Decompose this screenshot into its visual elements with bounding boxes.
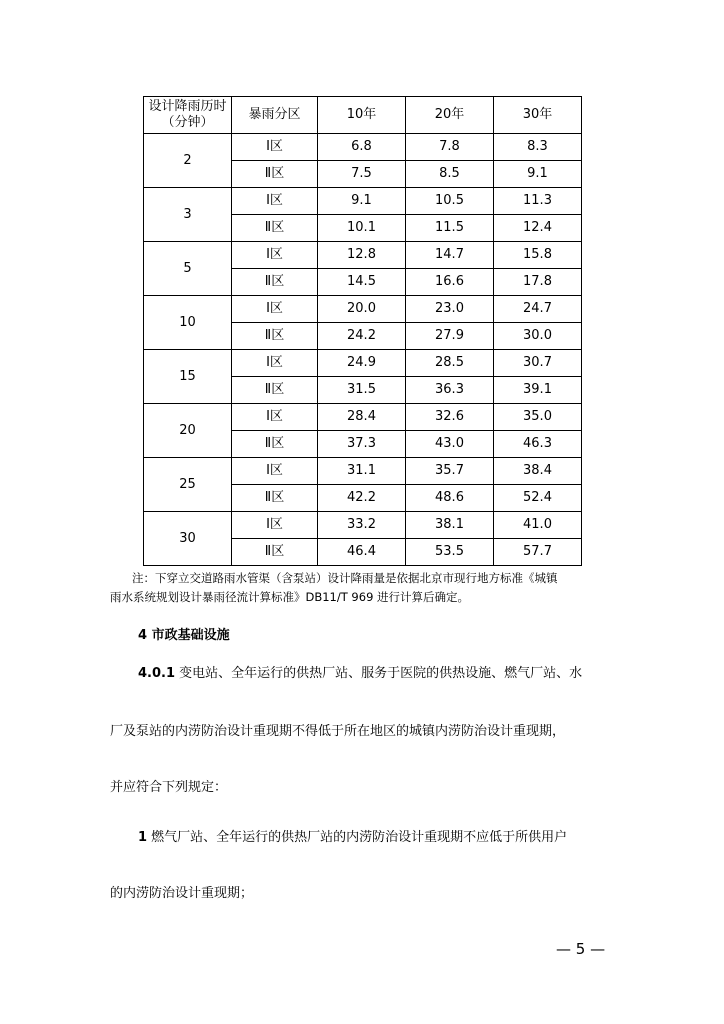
value-cell: 57.7 xyxy=(494,539,582,566)
table-row xyxy=(144,458,582,485)
value-cell: 7.8 xyxy=(406,134,494,161)
value-cell: 24.9 xyxy=(318,350,406,377)
note-line-1: 注：下穿立交道路雨水管渠（含泵站）设计降雨量是依据北京市现行地方标准《城镇 xyxy=(132,571,558,585)
value-cell: 14.7 xyxy=(406,242,494,269)
value-cell: 24.2 xyxy=(318,323,406,350)
value-cell: 17.8 xyxy=(494,269,582,296)
clause-paragraph xyxy=(110,662,630,681)
header-10yr: 10年 xyxy=(318,97,406,134)
duration-cell: 20 xyxy=(144,404,232,458)
table-row xyxy=(144,296,582,323)
item-line-1: 燃气厂站、全年运行的供热厂站的内涝防治设计重现期不应低于所供用户 xyxy=(147,830,568,845)
value-cell: 39.1 xyxy=(494,377,582,404)
table-body xyxy=(144,134,582,566)
value-cell: 14.5 xyxy=(318,269,406,296)
header-duration: 设计降雨历时（分钟） xyxy=(144,97,232,134)
note-line-2: 雨水系统规划设计暴雨径流计算标准》DB11/T 969 进行计算后确定。 xyxy=(110,590,470,604)
duration-cell: 2 xyxy=(144,134,232,188)
zone-cell: Ⅰ区 xyxy=(232,350,318,377)
zone-cell: Ⅱ区 xyxy=(232,431,318,458)
duration-cell: 30 xyxy=(144,512,232,566)
value-cell: 7.5 xyxy=(318,161,406,188)
value-cell: 9.1 xyxy=(318,188,406,215)
zone-cell: Ⅱ区 xyxy=(232,269,318,296)
zone-cell: Ⅰ区 xyxy=(232,404,318,431)
table-row xyxy=(144,512,582,539)
table-row xyxy=(144,404,582,431)
zone-cell: Ⅱ区 xyxy=(232,323,318,350)
value-cell: 48.6 xyxy=(406,485,494,512)
item-line-2: 的内涝防治设计重现期； xyxy=(110,886,254,901)
value-cell: 52.4 xyxy=(494,485,582,512)
value-cell: 28.5 xyxy=(406,350,494,377)
header-30yr: 30年 xyxy=(494,97,582,134)
value-cell: 37.3 xyxy=(318,431,406,458)
duration-cell: 15 xyxy=(144,350,232,404)
zone-cell: Ⅱ区 xyxy=(232,215,318,242)
zone-cell: Ⅰ区 xyxy=(232,512,318,539)
value-cell: 30.7 xyxy=(494,350,582,377)
value-cell: 36.3 xyxy=(406,377,494,404)
item-paragraph xyxy=(110,826,630,845)
table-row xyxy=(144,242,582,269)
value-cell: 35.0 xyxy=(494,404,582,431)
value-cell: 12.4 xyxy=(494,215,582,242)
zone-cell: Ⅱ区 xyxy=(232,485,318,512)
value-cell: 15.8 xyxy=(494,242,582,269)
value-cell: 10.5 xyxy=(406,188,494,215)
header-zone: 暴雨分区 xyxy=(232,97,318,134)
table-header-row xyxy=(144,97,582,134)
zone-cell: Ⅰ区 xyxy=(232,134,318,161)
table-row xyxy=(144,188,582,215)
value-cell: 46.4 xyxy=(318,539,406,566)
value-cell: 42.2 xyxy=(318,485,406,512)
zone-cell: Ⅰ区 xyxy=(232,458,318,485)
table-row xyxy=(144,350,582,377)
value-cell: 32.6 xyxy=(406,404,494,431)
value-cell: 53.5 xyxy=(406,539,494,566)
value-cell: 46.3 xyxy=(494,431,582,458)
value-cell: 41.0 xyxy=(494,512,582,539)
duration-cell: 5 xyxy=(144,242,232,296)
value-cell: 38.4 xyxy=(494,458,582,485)
item-number: 1 xyxy=(138,830,148,845)
duration-cell: 25 xyxy=(144,458,232,512)
value-cell: 9.1 xyxy=(494,161,582,188)
value-cell: 11.5 xyxy=(406,215,494,242)
clause-line-3: 并应符合下列规定： xyxy=(110,780,228,795)
value-cell: 8.5 xyxy=(406,161,494,188)
zone-cell: Ⅰ区 xyxy=(232,188,318,215)
value-cell: 6.8 xyxy=(318,134,406,161)
rainfall-table xyxy=(143,96,582,566)
clause-line-2: 厂及泵站的内涝防治设计重现期不得低于所在地区的城镇内涝防治设计重现期， xyxy=(110,724,566,739)
duration-cell: 10 xyxy=(144,296,232,350)
zone-cell: Ⅱ区 xyxy=(232,377,318,404)
value-cell: 10.1 xyxy=(318,215,406,242)
table-row xyxy=(144,134,582,161)
value-cell: 24.7 xyxy=(494,296,582,323)
zone-cell: Ⅱ区 xyxy=(232,161,318,188)
zone-cell: Ⅱ区 xyxy=(232,539,318,566)
zone-cell: Ⅰ区 xyxy=(232,296,318,323)
value-cell: 28.4 xyxy=(318,404,406,431)
value-cell: 35.7 xyxy=(406,458,494,485)
value-cell: 16.6 xyxy=(406,269,494,296)
table-note xyxy=(110,569,616,607)
value-cell: 30.0 xyxy=(494,323,582,350)
value-cell: 31.1 xyxy=(318,458,406,485)
value-cell: 38.1 xyxy=(406,512,494,539)
clause-line-1: 变电站、全年运行的供热厂站、服务于医院的供热设施、燃气厂站、水 xyxy=(175,666,583,681)
clause-number: 4.0.1 xyxy=(138,666,176,681)
header-20yr: 20年 xyxy=(406,97,494,134)
value-cell: 23.0 xyxy=(406,296,494,323)
value-cell: 20.0 xyxy=(318,296,406,323)
value-cell: 27.9 xyxy=(406,323,494,350)
value-cell: 12.8 xyxy=(318,242,406,269)
zone-cell: Ⅰ区 xyxy=(232,242,318,269)
duration-cell: 3 xyxy=(144,188,232,242)
section-heading: 4 市政基础设施 xyxy=(138,628,230,643)
value-cell: 43.0 xyxy=(406,431,494,458)
page-number: — 5 — xyxy=(556,940,606,958)
value-cell: 11.3 xyxy=(494,188,582,215)
value-cell: 8.3 xyxy=(494,134,582,161)
value-cell: 31.5 xyxy=(318,377,406,404)
value-cell: 33.2 xyxy=(318,512,406,539)
